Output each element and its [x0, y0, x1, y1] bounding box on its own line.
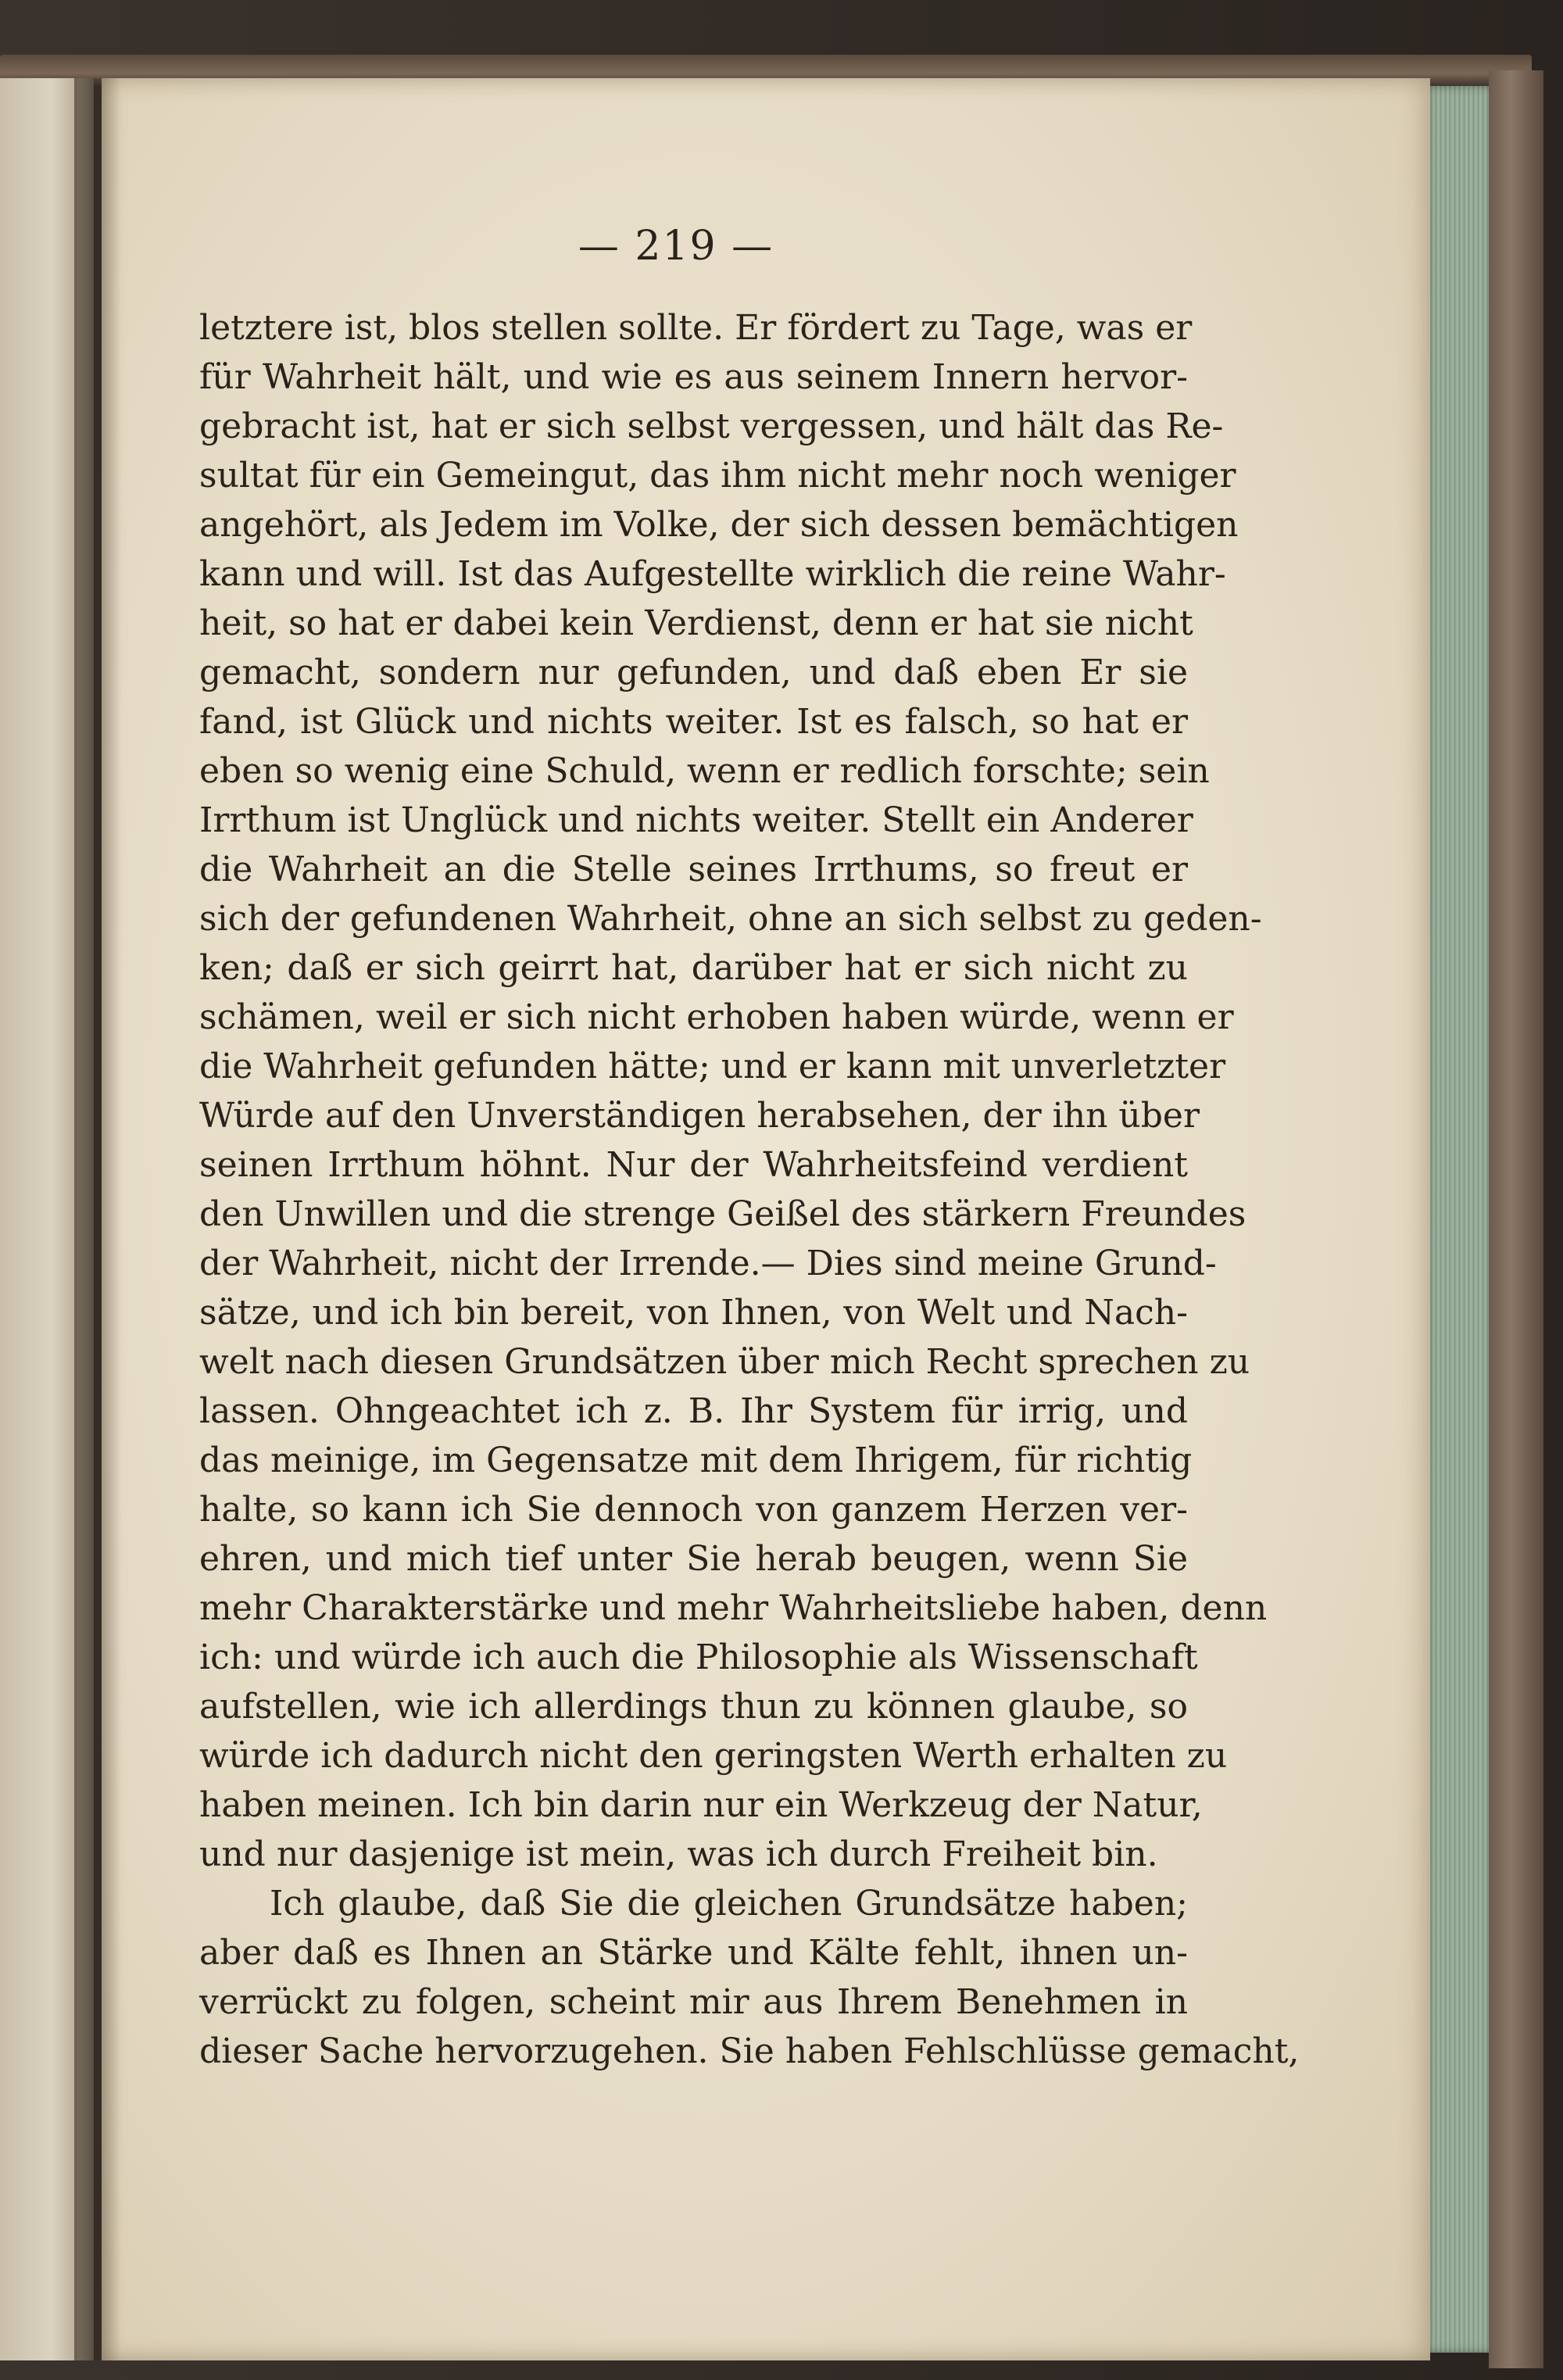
text-line: ken; daß er sich geirrt hat, darüber hat er sich nicht zu	[199, 948, 1188, 988]
text-line: gemacht, sondern nur gefunden, und daß eben Er sie	[199, 653, 1188, 693]
text-line: haben meinen. Ich bin darin nur ein Werkzeug der Natur,	[199, 1785, 1203, 1825]
text-line: lassen. Ohngeachtet ich z. B. Ihr System für irrig, und	[199, 1391, 1188, 1431]
text-line: Irrthum ist Unglück und nichts weiter. Stellt ein Anderer	[199, 800, 1193, 840]
text-line: dieser Sache hervorzugehen. Sie haben Fehlschlüsse gemacht,	[199, 2031, 1300, 2071]
text-line: und nur dasjenige ist mein, was ich durch Freiheit bin.	[199, 1834, 1158, 1874]
text-line: für Wahrheit hält, und wie es aus seinem Innern hervor-	[199, 357, 1188, 397]
text-line: kann und will. Ist das Aufgestellte wirklich die reine Wahr-	[199, 554, 1226, 594]
text-line: sultat für ein Gemeingut, das ihm nicht mehr noch weniger	[199, 456, 1236, 496]
text-line: das meinige, im Gegensatze mit dem Ihrigem, für richtig	[199, 1441, 1193, 1480]
gutter-shadow	[74, 78, 121, 2360]
page-stack-edge	[1422, 86, 1489, 2353]
text-line: gebracht ist, hat er sich selbst vergessen, und hält das Re-	[199, 406, 1224, 446]
book-cover-right-edge	[1489, 70, 1543, 2368]
text-line: Würde auf den Unverständigen herabsehen, der ihn über	[199, 1096, 1200, 1136]
text-line: würde ich dadurch nicht den geringsten Werth erhalten zu	[199, 1736, 1228, 1776]
text-line: aber daß es Ihnen an Stärke und Kälte fehlt, ihnen un-	[199, 1933, 1188, 1973]
text-line: aufstellen, wie ich allerdings thun zu können glaube, so	[199, 1687, 1188, 1727]
text-line: letztere ist, blos stellen sollte. Er fördert zu Tage, was er	[199, 308, 1193, 348]
text-line: mehr Charakterstärke und mehr Wahrheitsliebe haben, denn	[199, 1588, 1268, 1628]
page-number: — 219 —	[578, 223, 774, 270]
text-line: eben so wenig eine Schuld, wenn er redlich forschte; sein	[199, 751, 1210, 791]
text-line: Ich glaube, daß Sie die gleichen Grundsätze haben;	[270, 1884, 1188, 1924]
text-line: die Wahrheit gefunden hätte; und er kann mit unverletzter	[199, 1047, 1226, 1086]
text-line: heit, so hat er dabei kein Verdienst, denn er hat sie nicht	[199, 603, 1193, 643]
text-line: schämen, weil er sich nicht erhoben haben würde, wenn er	[199, 997, 1234, 1037]
text-line: verrückt zu folgen, scheint mir aus Ihrem Benehmen in	[199, 1982, 1188, 2022]
text-line: die Wahrheit an die Stelle seines Irrthums, so freut er	[199, 850, 1188, 889]
text-line: den Unwillen und die strenge Geißel des stärkern Freundes	[199, 1194, 1246, 1234]
text-line: fand, ist Glück und nichts weiter. Ist es falsch, so hat er	[199, 702, 1188, 742]
text-line: der Wahrheit, nicht der Irrende.— Dies sind meine Grund-	[199, 1244, 1217, 1283]
text-line: angehört, als Jedem im Volke, der sich dessen bemächtigen	[199, 505, 1239, 545]
text-line: sätze, und ich bin bereit, von Ihnen, von Welt und Nach-	[199, 1293, 1188, 1333]
text-line: sich der gefundenen Wahrheit, ohne an sich selbst zu geden-	[199, 899, 1262, 939]
text-line: ehren, und mich tief unter Sie herab beugen, wenn Sie	[199, 1539, 1188, 1579]
text-line: welt nach diesen Grundsätzen über mich Recht sprechen zu	[199, 1342, 1250, 1382]
text-line: halte, so kann ich Sie dennoch von ganzem Herzen ver-	[199, 1490, 1188, 1530]
text-line: seinen Irrthum höhnt. Nur der Wahrheitsfeind verdient	[199, 1145, 1188, 1185]
text-line: ich: und würde ich auch die Philosophie als Wissenschaft	[199, 1637, 1198, 1677]
